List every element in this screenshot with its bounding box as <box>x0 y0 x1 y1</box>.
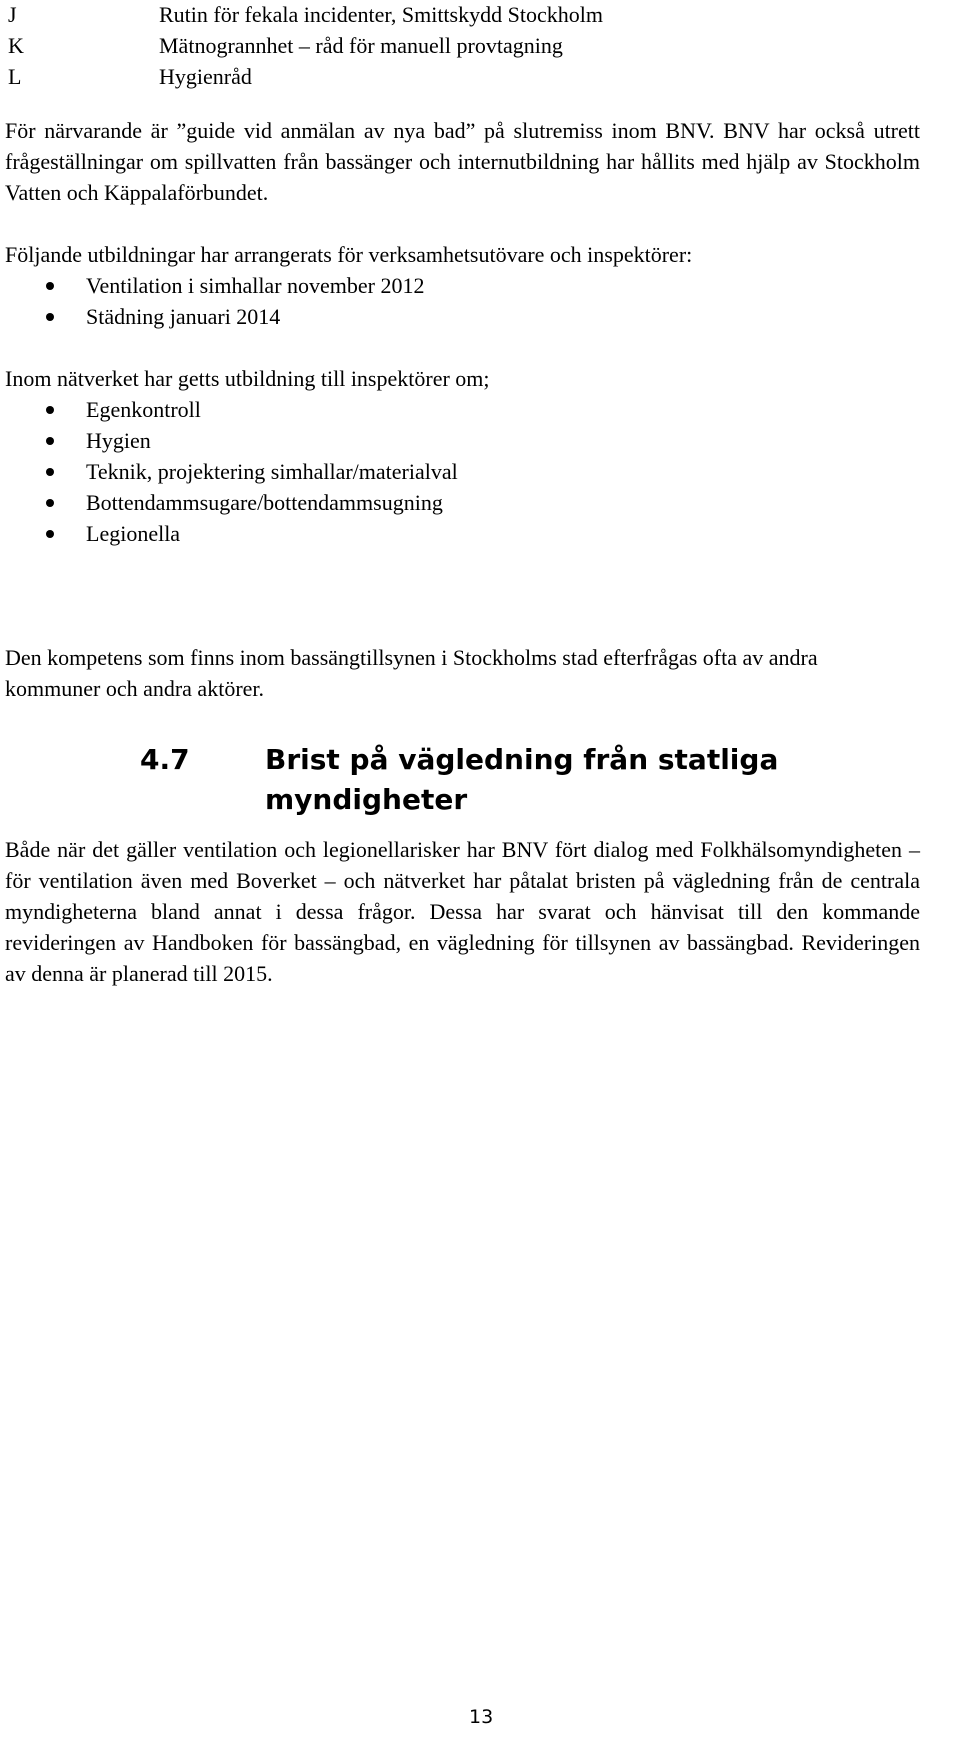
list-item <box>0 270 425 301</box>
page-number: 13 <box>469 1706 494 1728</box>
bullet-icon <box>46 499 54 507</box>
network-training-list <box>0 394 458 549</box>
list-item <box>0 518 458 549</box>
list-item <box>0 301 425 332</box>
list-item-text: Egenkontroll <box>86 397 201 422</box>
appendix-letter: L <box>8 64 22 89</box>
competence-paragraph: Den kompetens som finns inom bassängtillsynen i Stockholms stad efterfrågas ofta av andra kommuner och andra aktörer. <box>5 645 818 701</box>
bullet-icon <box>46 530 54 538</box>
list-item <box>0 487 458 518</box>
list-item-text: Teknik, projektering simhallar/materialval <box>86 459 458 484</box>
appendix-item-j <box>8 0 908 30</box>
list-item <box>0 425 458 456</box>
bullet-icon <box>46 437 54 445</box>
list-item <box>0 394 458 425</box>
trainings-list <box>0 270 425 332</box>
list-item-text: Hygien <box>86 428 151 453</box>
list-item-text: Ventilation i simhallar november 2012 <box>86 273 425 298</box>
intro-paragraph: För närvarande är ”guide vid anmälan av nya bad” på slutremiss inom BNV. BNV har också utrett frågeställningar om spillvatten från bassänger och internutbildning har hållits med hjälp av Stockholm Vatten och Käppalaförbundet. <box>5 118 920 205</box>
trainings-lead: Följande utbildningar har arrangerats för verksamhetsutövare och inspektörer: <box>5 242 693 267</box>
appendix-title: Rutin för fekala incidenter, Smittskydd Stockholm <box>159 2 603 27</box>
section-number: 4.7 <box>140 743 190 776</box>
list-item-text: Legionella <box>86 521 181 546</box>
network-training-lead: Inom nätverket har getts utbildning till inspektörer om; <box>5 366 490 391</box>
section-body: Både när det gäller ventilation och legionellarisker har BNV fört dialog med Folkhälsomyndigheten – för ventilation även med Boverket – och nätverket har påtalat bristen på vägledning från de centrala myndigheterna bland annat i dessa frågor. Dessa har svarat och hänvisat till den kommande revideringen av Handboken för bassängbad, en vägledning för tillsynen av bassängbad. Revideringen av denna är planerad till 2015. <box>5 837 920 986</box>
appendix-letter: K <box>8 33 24 58</box>
appendix-title: Mätnogrannhet – råd för manuell provtagning <box>159 33 563 58</box>
list-item <box>0 456 458 487</box>
bullet-icon <box>46 282 54 290</box>
appendix-title: Hygienråd <box>159 64 252 89</box>
list-item-text: Bottendammsugare/bottendammsugning <box>86 490 443 515</box>
appendix-item-l <box>8 61 908 92</box>
list-item-text: Städning januari 2014 <box>86 304 281 329</box>
section-title: Brist på vägledning från statliga myndigheter <box>265 743 779 816</box>
bullet-icon <box>46 406 54 414</box>
appendix-item-k <box>8 30 908 61</box>
bullet-icon <box>46 313 54 321</box>
appendix-list <box>8 0 908 92</box>
appendix-letter: J <box>8 2 17 27</box>
bullet-icon <box>46 468 54 476</box>
